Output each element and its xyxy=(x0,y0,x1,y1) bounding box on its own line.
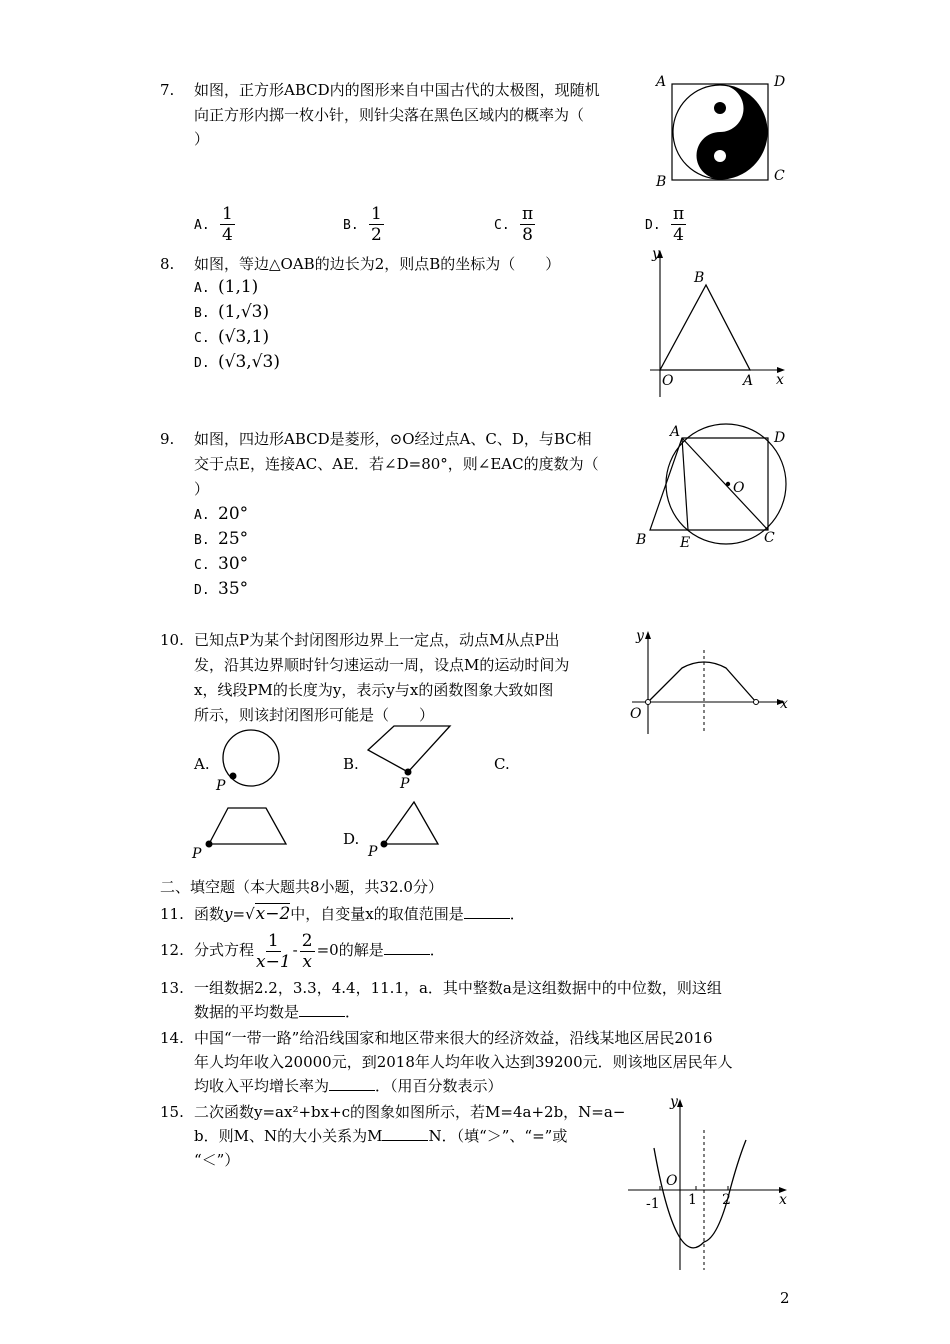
svg-text:A: A xyxy=(670,424,681,440)
svg-text:D: D xyxy=(774,430,786,446)
q7-option-a[interactable]: A. $\frac{1}{4}$ xyxy=(194,204,233,245)
svg-text:B: B xyxy=(636,532,647,548)
section-2-heading: 二、填空题（本大题共8小题，共32.0分） xyxy=(160,878,443,896)
point-p xyxy=(206,841,213,848)
q8-option-d[interactable]: D. (√3,√3) xyxy=(194,352,280,372)
q10-option-c-shape[interactable] xyxy=(188,800,303,860)
q13-text-line1: 一组数据2.2，3.3，4.4，11.1，a．其中整数a是这组数据中的中位数，则这组 xyxy=(194,979,722,997)
q10-option-d-label[interactable]: D. xyxy=(343,830,360,848)
center-o xyxy=(726,482,730,486)
q10-text-line1: 已知点P为某个封闭图形边界上一定点，动点M从点P出 xyxy=(194,631,560,649)
q9-option-b[interactable]: B. 25° xyxy=(194,529,249,549)
q10-option-a-shape[interactable] xyxy=(212,728,284,794)
q8-option-c[interactable]: C. (√3,1) xyxy=(194,327,270,347)
triangle-oab xyxy=(660,285,750,370)
q11-text: 函数y=√x−2中，自变量x的取值范围是 ． xyxy=(194,904,525,924)
svg-text:x: x xyxy=(779,1192,787,1208)
graph-curve xyxy=(648,662,756,702)
q7-option-d[interactable]: D. $\frac{\pi}{4}$ xyxy=(645,204,685,245)
segment-ac xyxy=(682,438,768,530)
q14-number: 14. xyxy=(160,1029,184,1047)
page-number: 2 xyxy=(780,1289,790,1307)
q10-option-a-label[interactable]: A. xyxy=(194,755,210,773)
q9-number: 9. xyxy=(160,430,175,448)
point-p xyxy=(405,769,412,776)
q8-number: 8. xyxy=(160,255,175,273)
q14-text-line3: 均收入平均增长率为 ．（用百分数表示） xyxy=(194,1077,503,1095)
function-graph-figure xyxy=(622,622,792,737)
q15-number: 15. xyxy=(160,1103,184,1121)
q12-answer-blank[interactable] xyxy=(384,940,430,955)
q7-option-b[interactable]: B. $\frac{1}{2}$ xyxy=(343,204,382,245)
svg-text:P: P xyxy=(192,846,202,860)
q12-text: 分式方程 $\frac{1}{x-1}$ - $\frac{2}{x}$ =0的解是 ． xyxy=(194,930,445,972)
q15-answer-blank[interactable] xyxy=(382,1126,428,1141)
taiji-white-dot xyxy=(714,150,726,162)
q14-text-line1: 中国“一带一路”给沿线国家和地区带来很大的经济效益，沿线某地区居民2016 xyxy=(194,1029,713,1047)
q11-answer-blank[interactable] xyxy=(464,904,510,919)
label-a: A xyxy=(656,74,667,90)
svg-text:y: y xyxy=(636,628,644,644)
rhombus-circle-figure xyxy=(632,420,797,555)
q9-option-d[interactable]: D. 35° xyxy=(194,579,249,599)
q10-option-d-shape[interactable] xyxy=(364,796,444,860)
label-d: D xyxy=(774,74,786,90)
svg-text:1: 1 xyxy=(688,1192,697,1208)
svg-text:y: y xyxy=(652,246,660,262)
svg-text:E: E xyxy=(680,535,691,551)
q10-option-b-label[interactable]: B. xyxy=(343,755,359,773)
q9-text-line2: 交于点E，连接AC、AE．若∠D=80°，则∠EAC的度数为（ xyxy=(194,455,599,473)
label-b: B xyxy=(656,174,667,190)
q7-number: 7. xyxy=(160,81,175,99)
triangle-shape xyxy=(384,802,438,844)
taiji-figure xyxy=(652,68,792,193)
rhombus-abcd xyxy=(650,438,768,530)
point-p xyxy=(230,773,237,780)
svg-text:-1: -1 xyxy=(646,1196,660,1212)
q10-number: 10. xyxy=(160,631,184,649)
q9-text-line3: ） xyxy=(194,480,210,498)
q11-number: 11. xyxy=(160,905,184,923)
q10-option-b-shape[interactable] xyxy=(364,722,454,794)
svg-text:P: P xyxy=(216,778,226,794)
segment-ae xyxy=(682,438,688,530)
q9-option-c[interactable]: C. 30° xyxy=(194,554,249,574)
q10-text-line3: x，线段PM的长度为y，表示y与x的函数图象大致如图 xyxy=(194,681,554,699)
label-c: C xyxy=(774,168,785,184)
svg-text:O: O xyxy=(666,1173,678,1189)
q13-number: 13. xyxy=(160,979,184,997)
svg-text:A: A xyxy=(743,373,754,389)
q8-option-b[interactable]: B. (1,√3) xyxy=(194,302,270,322)
svg-text:P: P xyxy=(368,844,378,860)
taiji-black-dot xyxy=(714,102,726,114)
q15-text-line1: 二次函数y=ax²+bx+c的图象如图所示，若M=4a+2b，N=a− xyxy=(194,1103,626,1121)
q7-text-line2: 向正方形内掷一枚小针，则针尖落在黑色区域内的概率为（ xyxy=(194,106,585,124)
svg-text:O: O xyxy=(662,373,674,389)
svg-text:y: y xyxy=(670,1094,678,1110)
q7-text-line1: 如图，正方形ABCD内的图形来自中国古代的太极图，现随机 xyxy=(194,81,600,99)
svg-text:x: x xyxy=(780,696,788,712)
q9-option-a[interactable]: A. 20° xyxy=(194,504,249,524)
q10-text-line4: 所示，则该封闭图形可能是（ ） xyxy=(194,706,435,724)
svg-text:2: 2 xyxy=(722,1192,731,1208)
q14-text-line2: 年人均年收入20000元，到2018年人均年收入达到39200元．则该地区居民年人 xyxy=(194,1053,733,1071)
q15-text-line2: b．则M、N的大小关系为M N．（填“＞”、“=”或 xyxy=(194,1127,568,1145)
svg-text:C: C xyxy=(764,530,775,546)
q7-option-c[interactable]: C. $\frac{\pi}{8}$ xyxy=(494,204,534,245)
parabola-figure xyxy=(624,1090,794,1275)
q10-text-line2: 发，沿其边界顺时针匀速运动一周，设点M的运动时间为 xyxy=(194,656,570,674)
trapezoid-shape xyxy=(209,808,286,844)
q10-option-c-label[interactable]: C. xyxy=(494,755,510,773)
rhombus-shape xyxy=(368,726,450,772)
point-p xyxy=(381,841,388,848)
svg-text:O: O xyxy=(630,706,642,722)
q9-text-line1: 如图，四边形ABCD是菱形，⊙O经过点A、C、D，与BC相 xyxy=(194,430,592,448)
q13-text-line2: 数据的平均数是 ． xyxy=(194,1003,361,1021)
svg-text:O: O xyxy=(733,480,745,496)
triangle-oab-figure xyxy=(640,242,790,402)
q8-text-line1: 如图，等边△OAB的边长为2，则点B的坐标为（ ） xyxy=(194,255,561,273)
q7-text-line3: ） xyxy=(194,130,210,148)
svg-text:x: x xyxy=(776,372,784,388)
parabola-curve xyxy=(654,1140,746,1248)
q15-text-line3: “＜”） xyxy=(194,1151,240,1169)
q14-answer-blank[interactable] xyxy=(329,1076,375,1091)
q8-option-a[interactable]: A. (1,1) xyxy=(194,277,259,297)
q12-number: 12. xyxy=(160,941,184,959)
svg-text:P: P xyxy=(400,776,410,792)
svg-text:B: B xyxy=(694,270,705,286)
q13-answer-blank[interactable] xyxy=(299,1002,345,1017)
